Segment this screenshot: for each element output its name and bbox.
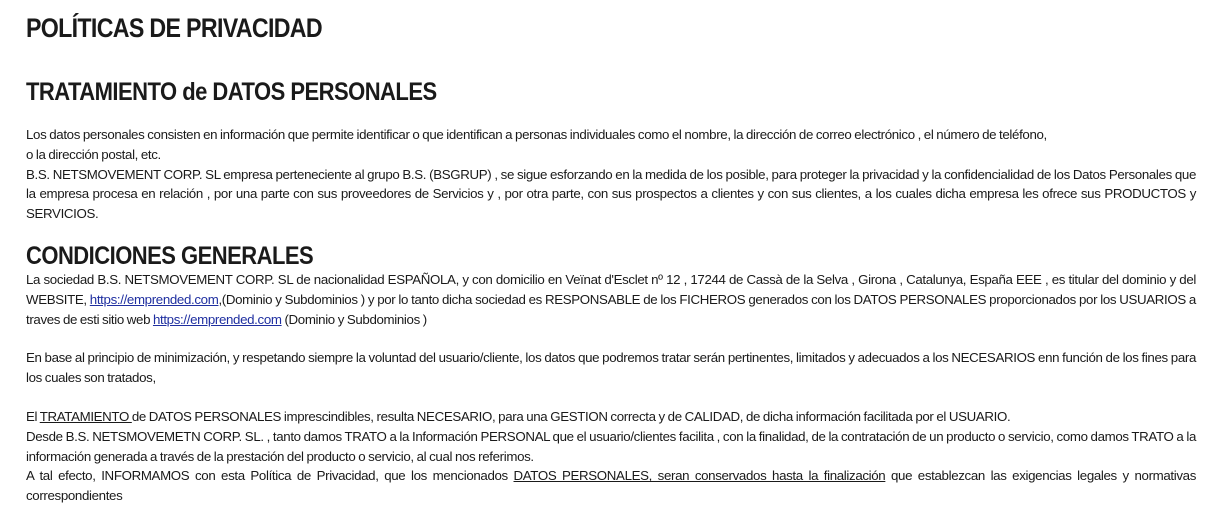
treatment-text-b: de DATOS PERSONALES imprescindibles, resulta NECESARIO, para una GESTION correcta y de CALIDAD, de dicha información facilitada por el USUARIO. — [131, 408, 1011, 424]
retention-underlined: DATOS PERSONALES, seran conservados hasta la finalización — [513, 468, 886, 484]
data-handling-paragraph: Desde B.S. NETSMOVEMETN CORP. SL. , tanto damos TRATO a la Información PERSONAL que el usuario/clientes facilita , con la finalidad, de la contratación de un producto o servicio, como damos TRATO a la información generada a través de la prestación del producto o servicio, al cual nos referimos. — [26, 428, 1196, 464]
minimization-paragraph: En base al principio de minimización, y respetando siempre la voluntad del usuario/cliente, los datos que podremos tratar serán pertinentes, limitados y adecuados a los NECESARIOS enn función de los fines para los cuales son tratados, — [26, 350, 1196, 386]
website-link-2[interactable]: https://emprended.com — [152, 311, 282, 327]
page-title: POLÍTICAS DE PRIVACIDAD — [26, 13, 322, 43]
section-heading-condiciones: CONDICIONES GENERALES — [26, 241, 314, 270]
treatment-paragraph — [26, 407, 1196, 427]
website-link-1[interactable]: https://emprended.com — [89, 291, 219, 307]
retention-paragraph — [26, 466, 1196, 506]
ownership-text-c: (Dominio y Subdominios ) — [281, 311, 427, 327]
company-ownership-paragraph — [26, 270, 1196, 329]
personal-data-definition-line2: o la dirección postal, etc. — [26, 146, 161, 162]
treatment-text-a: El — [26, 408, 40, 424]
personal-data-definition — [26, 125, 1196, 165]
company-commitment-paragraph: B.S. NETSMOVEMENT CORP. SL empresa perteneciente al grupo B.S. (BSGRUP) , se sigue esforzando en la medida de los posible, para proteger la privacidad y la confidencialidad de los Datos Personales que la empresa procesa en relación , por una parte con sus proveedores de Servicios y , por otra parte, con sus prospectos a clientes y con sus clientes, a los cuales dicha empresa les ofrece sus PRODUCTOS y SERVICIOS. — [26, 166, 1196, 222]
ownership-text-a: La sociedad B.S. NETSMOVEMENT CORP. SL de nacionalidad ESPAÑOLA, y con domicilio en Veïnat d'Esclet nº 12 , 17244 de Cassà de la Selva , Girona , Catalunya, España EEE , es titular del dominio y del WEBSITE, — [26, 271, 1196, 307]
retention-text-b: que establezcan las exigencias legales y normativas correspondientes — [26, 468, 1197, 504]
ownership-text-b: ,(Dominio y Subdominios ) y por lo tanto dicha sociedad es RESPONSABLE de los FICHEROS generados con los DATOS PERSONALES proporcionados por los USUARIOS a traves de esti sitio web — [26, 291, 1196, 327]
personal-data-definition-line1: Los datos personales consisten en información que permite identificar o que identifican a personas individuales como el nombre, la dirección de correo electrónico , el número de teléfono, — [26, 127, 1047, 142]
treatment-underlined: TRATAMIENTO — [39, 408, 132, 424]
retention-text-a: A tal efecto, INFORMAMOS con esta Política de Privacidad, que los mencionados — [26, 468, 514, 484]
section-heading-tratamiento: TRATAMIENTO de DATOS PERSONALES — [26, 78, 437, 106]
